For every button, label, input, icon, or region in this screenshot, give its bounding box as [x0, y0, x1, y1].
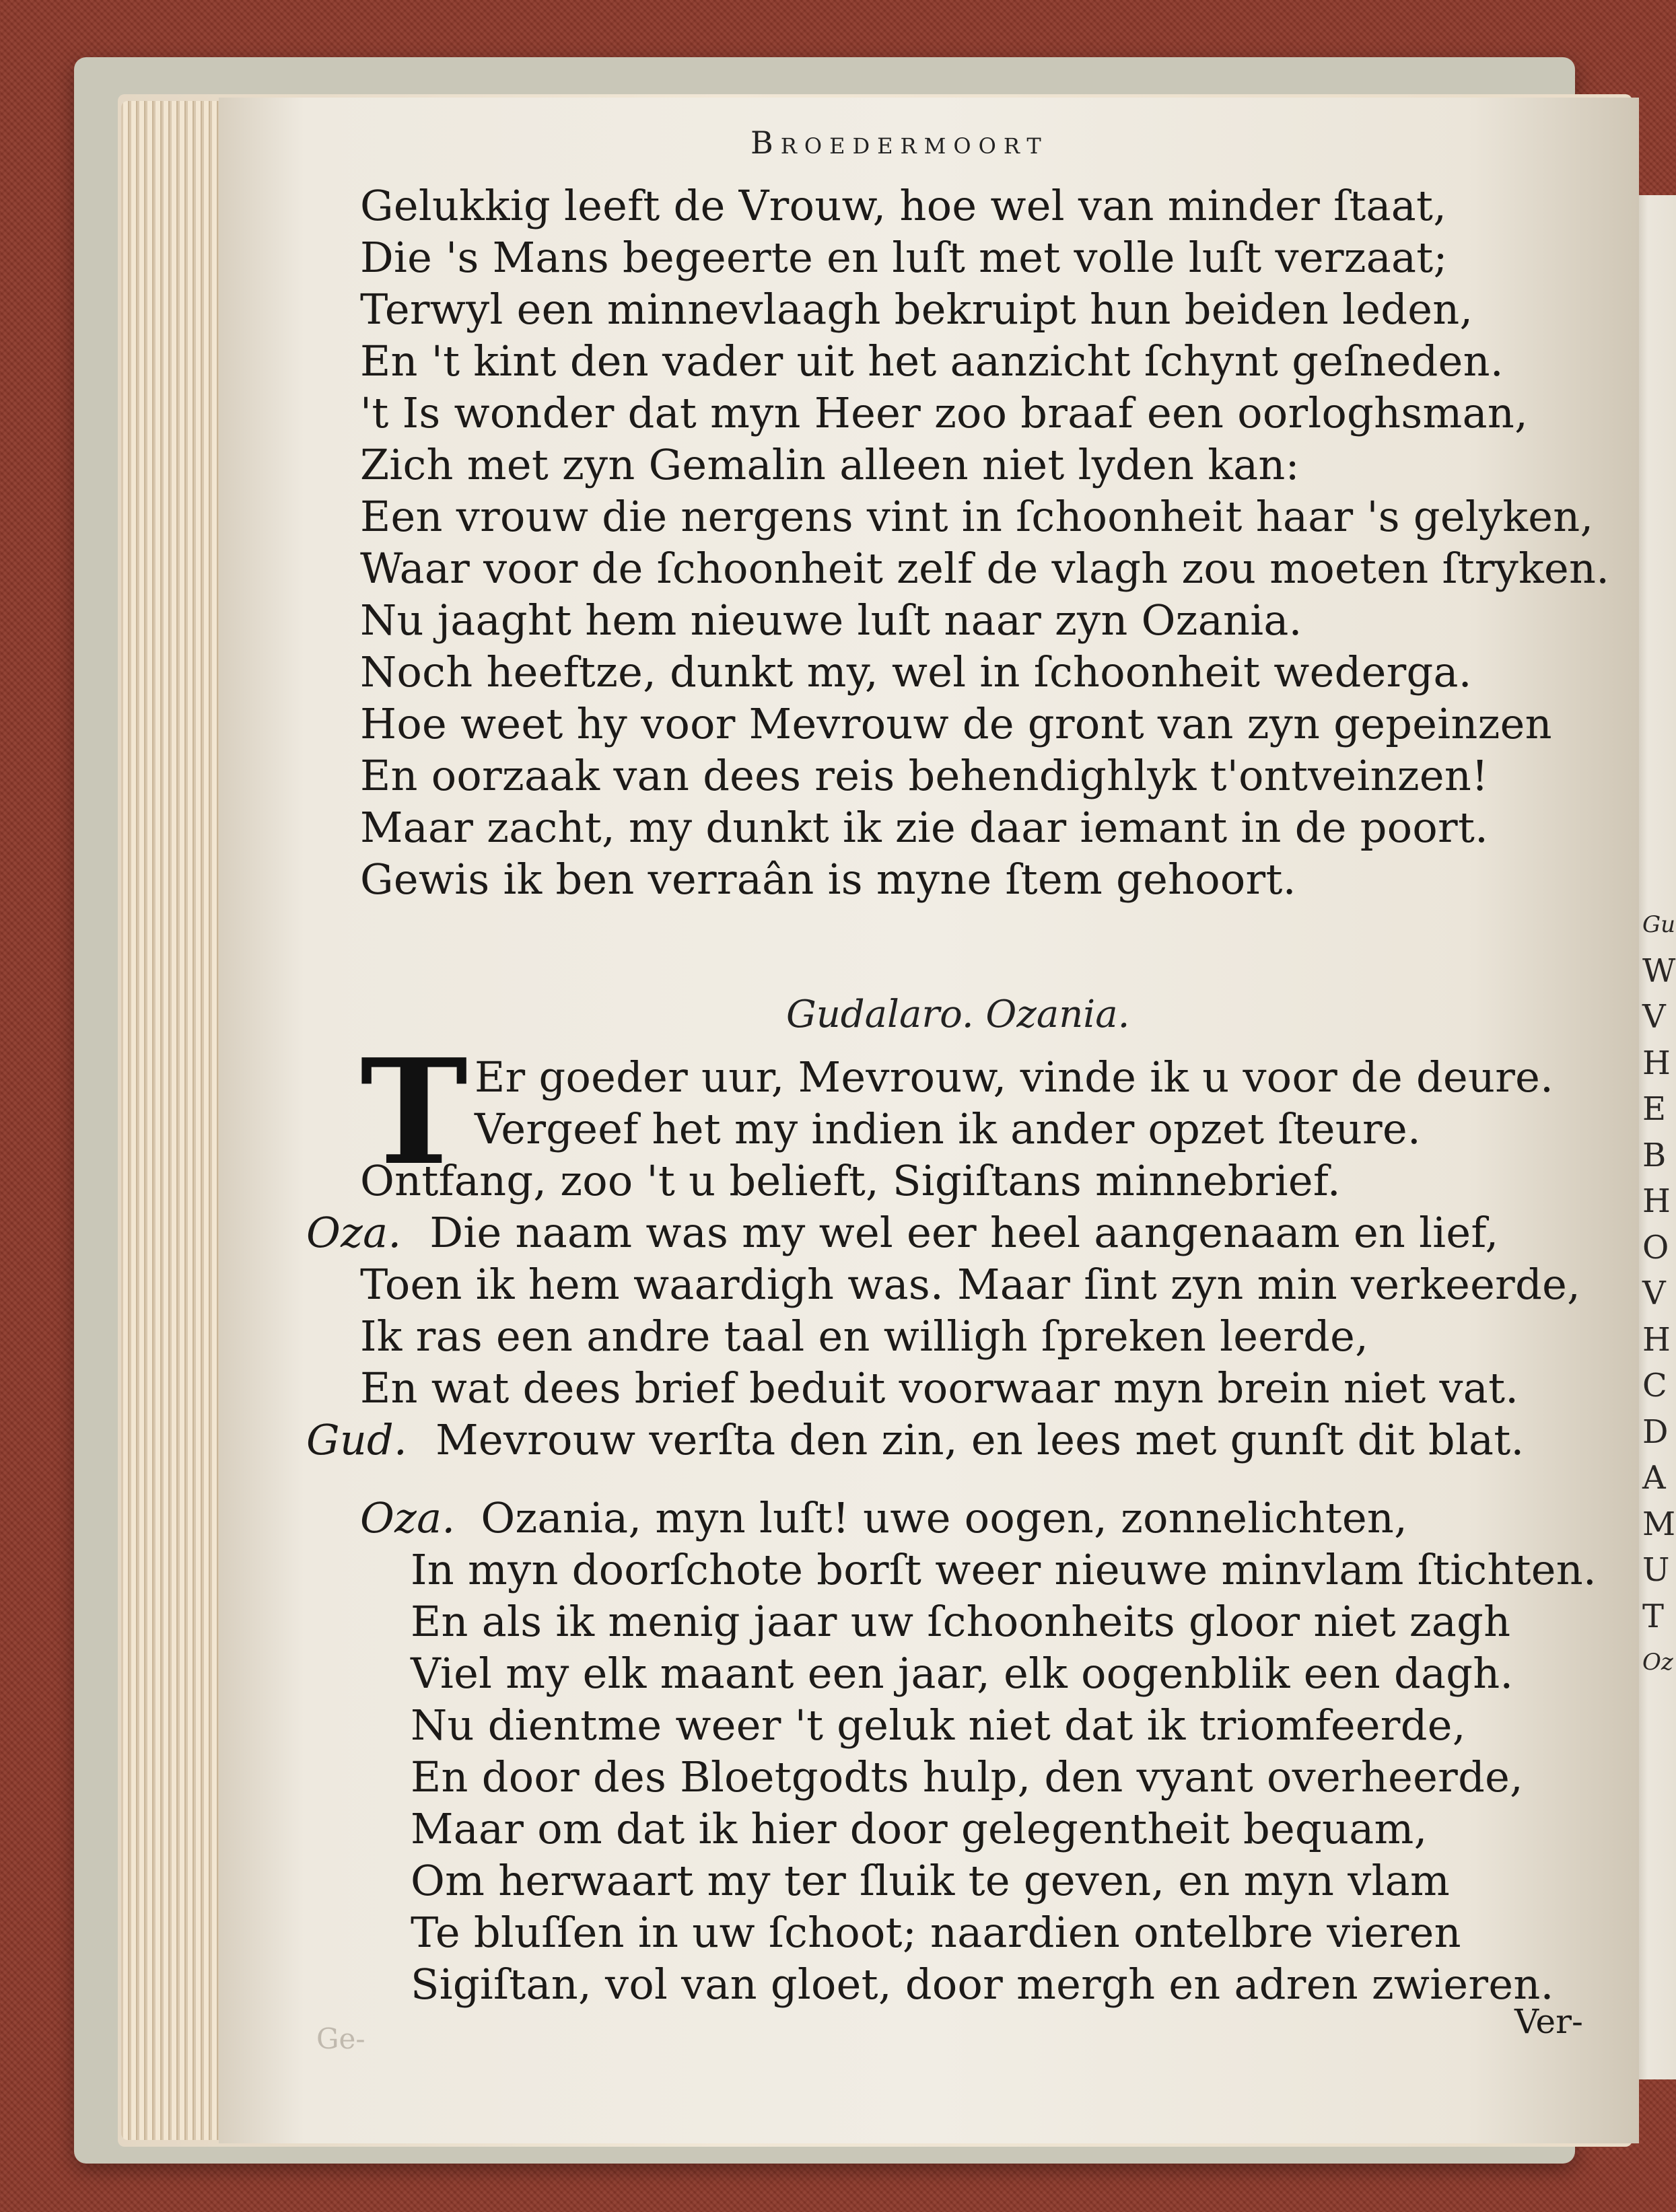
facing-letter: M [1642, 1505, 1676, 1543]
facing-letter: V [1642, 1275, 1666, 1312]
facing-letter: T [1642, 1597, 1665, 1635]
facing-letter: Gu [1642, 911, 1676, 938]
page-edges [121, 101, 222, 2140]
facing-letter: H [1642, 1044, 1671, 1082]
bleed-through-text: Ge- [316, 2022, 365, 2055]
dialogue-text: Mevrouw verſta den zin, en lees met gunſt dit blat. [435, 1415, 1525, 1464]
verse-line: Nu jaaght hem nieuwe luſt naar zyn Ozania. [360, 596, 1302, 645]
verse-line: Waar voor de ſchoonheit zelf de vlagh zou moeten ſtryken. [360, 544, 1610, 593]
letter-text: Viel my elk maant een jaar, elk oogenblik een dagh. [411, 1649, 1514, 1698]
letter-line [360, 1493, 1408, 1542]
facing-letter: E [1642, 1090, 1667, 1128]
verse-line: Gewis ik ben verraân is myne ſtem gehoort. [360, 855, 1296, 904]
letter-text: En door des Bloetgodts hulp, den vyant overheerde, [411, 1752, 1524, 1801]
letter-line [411, 1545, 1597, 1594]
facing-letter: A [1642, 1459, 1666, 1497]
drop-cap: T [360, 1027, 468, 1197]
speaker-label: Oza. [306, 1208, 402, 1257]
scene-heading: Gudalaro. Ozania. [786, 993, 1130, 1036]
verse-line: Noch heeftze, dunkt my, wel in ſchoonheit wederga. [360, 647, 1472, 697]
dialogue-line [360, 1260, 1581, 1309]
running-header: Broedermoort [750, 124, 1049, 161]
facing-letter: B [1642, 1136, 1667, 1174]
letter-line [411, 1752, 1524, 1801]
letter-text: Om herwaart my ter ſluik te geven, en myn vlam [411, 1856, 1451, 1905]
dialogue-text: En wat dees brief beduit voorwaar myn brein niet vat. [360, 1363, 1519, 1413]
letter-text: Nu dientme weer 't geluk niet dat ik triomfeerde, [411, 1701, 1466, 1750]
letter-text: En als ik menig jaar uw ſchoonheits gloor niet zagh [411, 1597, 1511, 1646]
facing-letter: V [1642, 998, 1666, 1036]
letter-line [411, 1597, 1511, 1646]
letter-line [411, 1960, 1554, 2009]
facing-letter: D [1642, 1413, 1669, 1451]
letter-line [411, 1856, 1451, 1905]
letter-text: Te bluſſen in uw ſchoot; naardien ontelbre vieren [411, 1908, 1461, 1957]
verse-line: Maar zacht, my dunkt ik zie daar iemant in de poort. [360, 803, 1489, 852]
facing-page-letters [1642, 902, 1676, 1686]
dialogue-text: Ik ras een andre taal en willigh ſpreken leerde, [360, 1312, 1369, 1361]
verse-line: Gelukkig leeft de Vrouw, hoe wel van minder ſtaat, [360, 181, 1447, 230]
verse-line: 't Is wonder dat myn Heer zoo braaf een oorloghsman, [360, 388, 1529, 437]
verse-line: Die 's Mans begeerte en luſt met volle luſt verzaat; [360, 233, 1448, 282]
facing-letter: Oz [1642, 1649, 1673, 1676]
speaker-label: Oza. [360, 1493, 456, 1542]
dialogue-text: Er goeder uur, Mevrouw, vinde ik u voor de deure. [475, 1053, 1554, 1102]
verse-line: En 't kint den vader uit het aanzicht ſchynt geſneden. [360, 336, 1504, 386]
facing-letter: O [1642, 1228, 1669, 1266]
dialogue-text: Die naam was my wel eer heel aangenaam en lief, [429, 1208, 1499, 1257]
letter-line [411, 1908, 1461, 1957]
catchword: Ver- [1514, 2002, 1583, 2041]
verse-line: Een vrouw die nergens vint in ſchoonheit haar 's gelyken, [360, 492, 1594, 541]
letter-text: Ozania, myn luſt! uwe oogen, zonnelichten, [481, 1493, 1408, 1542]
dialogue-line [360, 1363, 1519, 1413]
dialogue-line [475, 1053, 1554, 1102]
dialogue-line [306, 1208, 1499, 1257]
letter-text: In myn doorſchote borſt weer nieuwe minvlam ſtichten. [411, 1545, 1597, 1594]
dialogue-text: Ontfang, zoo 't u belieft, Sigiſtans minnebrief. [360, 1156, 1341, 1205]
letter-line [411, 1701, 1466, 1750]
dialogue-line [306, 1415, 1525, 1464]
facing-letter: H [1642, 1182, 1671, 1220]
letter-line [411, 1804, 1428, 1853]
verse-line: Zich met zyn Gemalin alleen niet lyden kan: [360, 440, 1300, 489]
verse-line: Hoe weet hy voor Mevrouw de gront van zyn gepeinzen [360, 699, 1552, 748]
facing-letter: W [1642, 952, 1676, 990]
facing-letter: H [1642, 1320, 1671, 1359]
facing-letter: C [1642, 1367, 1667, 1404]
letter-text: Sigiſtan, vol van gloet, door mergh en adren zwieren. [411, 1960, 1554, 2009]
dialogue-text: Toen ik hem waardigh was. Maar ſint zyn min verkeerde, [360, 1260, 1581, 1309]
dialogue-line [360, 1156, 1341, 1205]
letter-line [411, 1649, 1514, 1698]
letter-text: Maar om dat ik hier door gelegentheit bequam, [411, 1804, 1428, 1853]
verse-line: Terwyl een minnevlaagh bekruipt hun beiden leden, [360, 285, 1473, 334]
verse-line: En oorzaak van dees reis behendighlyk t'ontveinzen! [360, 751, 1489, 800]
speaker-label: Gud. [306, 1415, 408, 1464]
dialogue-line [360, 1312, 1369, 1361]
facing-letter: U [1642, 1551, 1670, 1589]
dialogue-text: Vergeef het my indien ik ander opzet ſteure. [475, 1104, 1421, 1153]
dialogue-line [475, 1104, 1421, 1153]
